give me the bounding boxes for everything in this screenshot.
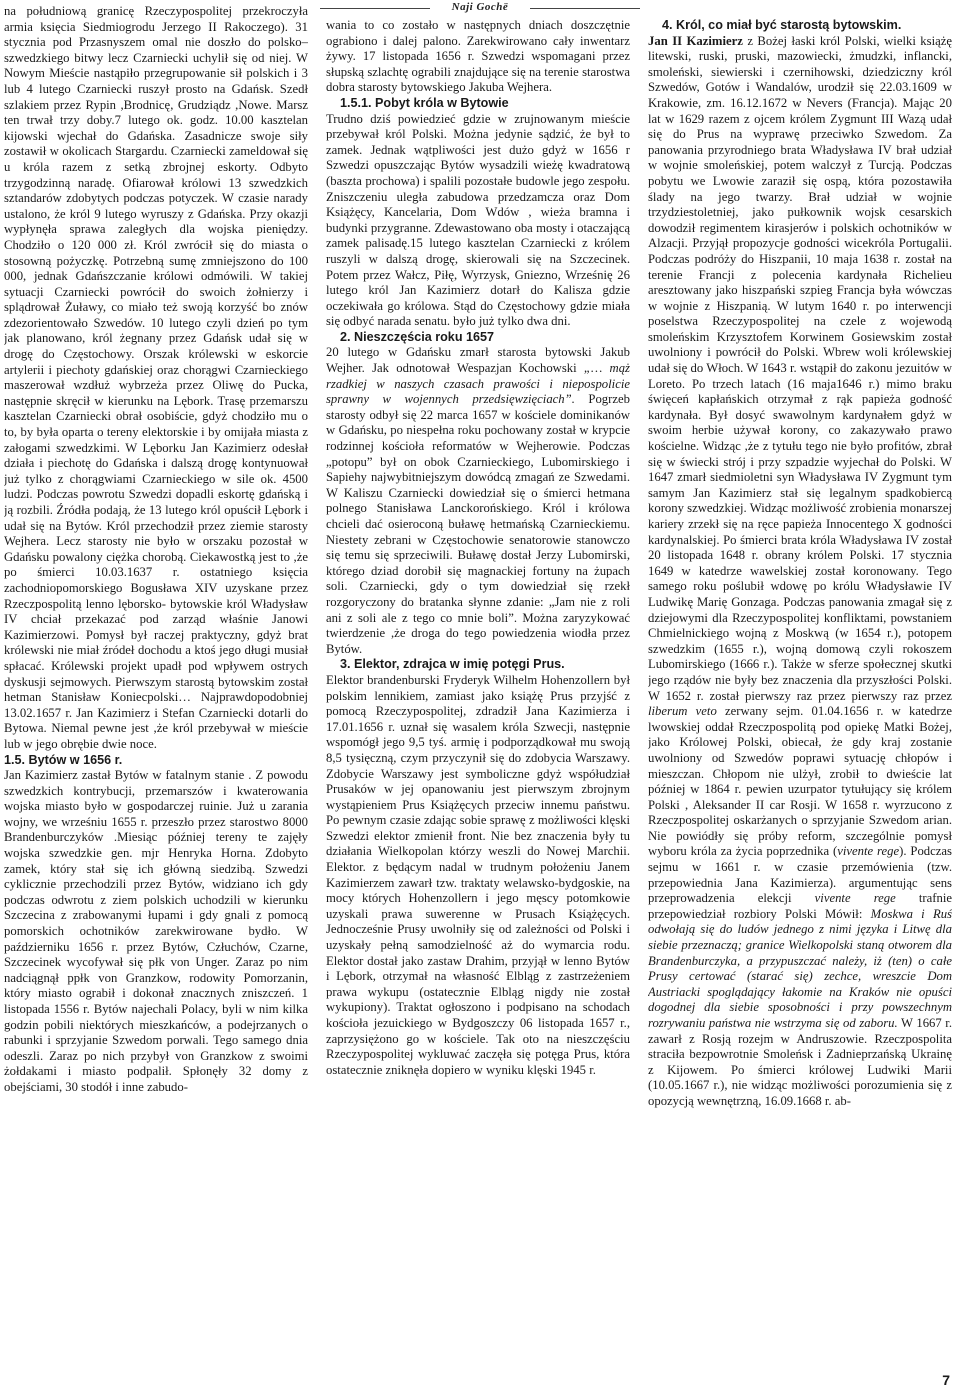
section-heading: 1.5. Bytów w 1656 r. (4, 752, 123, 767)
text-run: ). Podczas sejmu w 1661 r. w czasie przemówienia (tzw. przepowiednia Jana Kazimierza). argumentując sens przeprowadzenia elekcji (648, 844, 952, 906)
section-heading: 4. Król, co miał być starostą bytowskim. (662, 18, 902, 32)
paragraph: wania to co zostało w następnych dniach doszczętnie ograbiono i dalej palono. Zarekwirowano cały inwentarz żywy. 17 listopada 1656 r. Szwedzi wspomagani przez słupską szlachtę ograbili znajdujące się na terenie starostwa dobra starosty bytowskiego Jakuba Wejhera. (326, 18, 630, 95)
section-heading: 3. Elektor, zdrajca w imię potęgi Prus. (340, 657, 565, 672)
masthead-title: Naji Gochë (320, 1, 640, 13)
bold-name: Jan II Kazimierz (648, 33, 743, 48)
paragraph: Trudno dziś powiedzieć gdzie w zrujnowanym mieście przebywał król Polski. Można jedynie sądzić, że był to zamek. Jednak wątpliwości jest dużo gdyż w 1656 r Szwedzi opuszczając Bytów wysadzili wieżę kwadratową (baszta prochowa) i spalili pozostałe budowle jego zespołu. Zniszczeniu uległa zabudowa przedzamcza oraz Dom Książęcy, Kancelaria, Dom Wdów , wieża bramna i budynki przygranne. Zdewastowano oba mosty i otaczającą zamek palisadę.15 lutego kasztelan Czarniecki z królem ruszyli w dalszą drogę, skierowali się na Szczecinek. Potem przez Wałcz, Piłę, Wyrzysk, Gniezno, Wrześnię 26 lutego król Jan Kazimierz dotarł do Kalisza gdzie oczekiwała go królowa. Stąd do Częstochowy gdzie miała się odbyć narada senatu. było już tylko dwa dni. (326, 111, 630, 329)
text-run: Pogrzeb starosty odbył się 22 marca 1657 w kościele dominikanów w Gdańsku, po niespełna roku pochowany został w krypcie rodzinnej kościoła reformatów w Wejherowie. Podczas „potopu” był on obok Czarnieckiego, Lubomirskiego i Sapiehy najwybitniejszym dowódcą zmagań ze Szwedami. W Kaliszu Czarniecki dowiedział się o śmierci hetmana polnego Stanisława Lanckorońskiego. Król i królowa chcieli dać osieroconą buławę hetmańską Czarnieckiemu. Niestety zebrani w Częstochowie senatorowie stanowczo się temu się sprzeciwili. Buławę dostał Jerzy Lubomirski, którego dziad dorobił się magnackiej fortuny na żupach soli. Czarniecki, gdy o tym dowiedział się rzekł rozgoryczony do bratanka słynne zdanie: „Jam nie z roli ani z soli ale z tego co mnie boli”. Można zaryzykować twierdzenie ,że droga do tego powiedzenia wiodła przez Bytów. (326, 392, 630, 656)
text-run: zerwany sejm. 01.04.1656 r. w katedrze lwowskiej oddał Rzeczpospolitą pod opiekę Matki Bożej, jako Królowej Polski, obiecał, że gdy kraj zostanie uwolniony od Szwedów poprawi sytuację chłopów i mieszczan. Chłopom nie ulżył, zrobił to dwieście lat później w 1864 r. pewien uzurpator tytułujący się królem Polski , Aleksander II car Rosji. W 1658 r. wyrzucono z Rzeczpospolitej oskarżanych o sprzyjanie Szwedom arian. Nie powiódły się próby reform, szczególnie pomysł wyboru króla za życia poprzednika ( (648, 704, 952, 859)
section-heading: 1.5.1. Pobyt króla w Bytowie (340, 95, 509, 110)
quote: Moskwa i Ruś odwołają się do ludów jednego z nimi języka i Litwę dla siebie przeznaczą; granice Wielkopolski staną otworem dla Brandenburczyka, a przypuszczać należy, iż (ten) o całe Prusy certować (starać się) zechce, wreszcie Dom Austriacki spoglądający łakomie na Kraków nie opuści dogodnej dla siebie sposobności i przy powszechnym rozrywaniu państwa nie wstrzyma się od zaboru. (648, 906, 952, 1030)
text-run: z Bożej łaski król Polski, wielki książę litewski, ruski, pruski, mazowiecki, żmudzki, inflancki, smoleński, siewierski i czernihowski, dziedziczny król Szwedów, Gotów i Wandalów, urodził się 22.03.1609 w Krakowie, zm. 16.12.1672 w Nevers (Francja). Mając 20 lat w 1629 razem z ojcem królem Zygmunt III Wazą udał się do Prus na wyprawę przeciwko Szwedom. Za panowania przyrodniego brata Władysława IV brał udział w wojnie smoleńskiej, potem walczył z Turcją. Podczas pobytu we Lwowie zaraził się ospą, która pozostawiła ślady na jego twarzy. Brał udział w wojnie trzydziestoletniej, jako pułkownik wojsk cesarskich dowodził regimentem kirasjerów i polskich ochotników w Alzacji. Przyjął propozycje godności wicekróla Portugalii. Podczas podróży do Hiszpanii, 10 maja 1638 r. został na terenie Francji z polecenia kardynała Richelieu aresztowany jako hiszpański szpieg Francja była wówczas w wojnie z Hiszpanią. W lutym 1640 r. po interwencji poselstwa Rzeczypospolitej na czele z wojewodą smoleńskim Krzysztofem Korwinem Gosiewskim został uwolniony i powrócił do Polski. Wbrew woli królewskiej udał się do Włoch. W 1643 r. wstąpił do zakonu jezuitów w Loreto. Po trzech latach (16 maja1646 r.) mimo braku święceń kapłańskich otrzymał z rąk papieża godność kardynała. Był dosyć swawolnym kardynałem gdyż w swoim herbie używał korony, co zakazywało prawo kościelne. Widząc ,że z tytułu tego nie było profitów, zbrał się w świecki strój i przy szpadzie wyjechał do Polski. W 1647 zmarł siedmioletni syn Władysława IV Zygmunt tym samym Jan Kazimierz stał się legalnym spadkobiercą korony szwedzkiej. Widząc możliwość zrobienia monarszej kariery zrzekł się na ręce papieża Innocentego X godności kardynalskiej. Po śmierci brata króla Władysława IV został 20 listopada 1648 r. obrany królem Polski. 17 stycznia 1649 w katedrze wawelskiej został koronowany. Tego samego roku poślubił wdowę po królu Władysławie IV Ludwikę Marię Gonzaga. Podczas panowania zmagał się z dziejowymi dla Rzeczypospolitej konfliktami, powstaniem Chmielnickiego wojną z Moskwą (w 1654 r.), potopem szwedzkim (1655 r.), wojną domową czyli rokoszem Lubomirskiego (1666 r.). Także w sferze społecznej skutki jego rządów nie były bez znaczenia dla przyszłości Polski. W 1652 r. został pierwszy raz przez pierwszy raz przez (648, 33, 952, 703)
paragraph: Jan Kazimierz zastał Bytów w fatalnym stanie . Z powodu szwedzkich kontrybucji, przemarszów i kwaterowania wojska miasto było w gospodarczej ruinie. Już u zarania wojny, we wrześniu 1655 r. przeszło przez starostwo 8000 Brandenburczyków .Miesiąc później tereny te zajęły wojska szwedzkie gen. mjr Henryka Horna. Zdobyto zamek, który stał się ich główną siedzibą. Szwedzi cyklicznie przechodzili przez Bytów, widziano ich gdy podczas odwrotu z ziem polskich uchodzili w kierunku Szczecina z zrabowanymi łupami i gdy gnali z pomocą pomorskich ochotników zarekwirowane bydło. W październiku 1656 r. przez Bytów, Człuchów, Czarne, Szczecinek wycofywał się płk von Unger. Zaraz po nim nadciągnął ppłk von Granzkow, rodowity Pomorzanin, który miasto ograbił i dokonał znacznych zniszczeń. 1 listopada 1556 r. Bytów najechali Polacy, byli w nim kilka godzin pobili niektórych mieszkańców, a podejrzanych o rabunki i sprzyjanie Szwedom porwali. Tego samego dnia odeszli. Zaraz po nich przybył von Granzkow z swoimi żołdakami i miasto podpalił. Spłonęły 32 domy z obejściami, 30 stodół i inne zabudo- (4, 768, 308, 1094)
latin-term: vivente rege (814, 891, 896, 906)
paragraph (648, 34, 952, 1110)
paragraph: na południową granicę Rzeczypospolitej przekroczyła armia księcia Siedmiogrodu Jerzego II Rakoczego). 31 stycznia pod Przasnyszem omal nie doszło do polsko–szwedzkiego bitwy lecz Czarniecki uchylił się od niej. W Nowym Mieście nastąpiło przegrupowanie sił polskich i 3 lub 4 lutego Czarniecki ruszył prosto na Gdańsk. Szedł szlakiem przez Rypin ,Brodnicę, Grudziądz ,Nowe. Marsz ten trwał trzy doby.7 lutego ok. godz. 10.00 kasztelan kijowski wjechał do Gdańska. Zasadnicze swoje siły zostawił w okolicach Stargardu. Czarniecki zameldował się u króla razem z setką zbrojnej eskorty. Odbyto trzygodzinną naradę. Ofiarował królowi 13 szwedzkich sztandarów zdobytych podczas potyczek. W czasie narady ustalono, że król 9 lutego wyruszy z Gdańska. Przy okazji wypłynęła sprawa zaległych dla wojska pieniędzy. Chodziło o 120 000 zł. Król zwrócił się do miasta o stosowną pożyczkę. Potrzebną sumę zmniejszono do 100 000, jednak Gdańszczanie królowi odmówili. W takiej sytuacji Czarniecki powrócił do swoich żołnierzy i splądrował Żuławy, co miało też swoją korzyść bo znów zdezorientowało Szwedów. 10 lutego czyli dzień po tym jak planowano, król żegnany przez Gdańsk udał się w drogę do Częstochowy. Orszak królewski w eskorcie artylerii i piechoty gdańskiej oraz chorągwi Czarnieckiego maszerował wzdłuż wybrzeża przez Oliwę do Pucka, następnie skręcił w kierunku na Lębork. Trasę przemarszu kasztelan Czarniecki obrał osobiście, gdyż chodziło mu o to, by była oparta o tereny elektorskie i by omijała miasta z załogami szwedzkimi. W Lęborku Jan Kazimierz odesłał działa i piechotę do Gdańska i dalszą drogę kontynuował już tylko z chorągwiami Czarnieckiego w sile ok. 4500 ludzi. Podczas powrotu Szwedzi dopadli eskortę gdańską i ją rozbili. Źródła podają, że 13 lutego król opuścił Lębork i udał się na Bytów. Król przechodził przez ziemie starosty Wejhera. Lecz starosty nie było w orszaku pozostał w Gdańsku powalony ciężka chorobą. Ciekawostką jest to ,że po śmierci 10.03.1637 r. ostatniego księcia zachodniopomorskiego Bogusława XIV uzyskane przez Rzeczpospolitą lenno lęborsko- bytowskie król Władysław IV chciał przekazać pod zarząd właśnie Janowi Kazimierzowi. Pomysł był raczej praktyczny, gdyż brat królewski nie miał źródeł dochodu a ktoś jego długi musiał spłacać. Królewski projekt upadł pod wpływem ostrych dyskusji sejmowych. Pierwszym starostą bytowskim został hetman Stanisław Koniecpolski… Najprawdopodobniej 13.02.1657 r. Jan Kazimierz i Stefan Czarniecki dotarli do Bytowa. Niemal pewne jest ,że król przebywał w mieście lub w jego obrębie dwie noce. (4, 4, 308, 751)
paragraph: Elektor brandenburski Fryderyk Wilhelm Hohenzollern był polskim lennikiem, zamiast jako książę Prus przyjść z pomocą Rzeczypospolitej, zdradził Jana Kazimierza i 17.01.1656 r. uznał się wasalem króla Szwecji, następnie wspomógł jego 9,5 tyś. armię i podporządkował mu swoją 8,5 tysięczną, czym przyczynił się do zdobycia Warszawy. Zdobycie Warszawy jest symboliczne gdyż współudział Prusaków w jej opanowaniu jest pierwszym zbrojnym wystąpieniem Prus Książęcych przeciw innemu państwu. Po pewnym czasie zdając sobie sprawę z możliwości klęski Szwedzi elektor zmienił front. Nie bez znaczenia były tu działania Wielkopolan którzy weszli do Nowej Marchii. Elektor. z będącym nadal w trudnym położeniu Janem Kazimierzem zawarł tzw. traktaty welawsko-bydgoskie, na mocy których Hohenzollern i jego męscy potomkowie uzyskali prawa suwerenne w Prusach Książęcych. Jednocześnie Prusy uwolniły się od zależności od Polski i uzyskały pełną samodzielność aż do wymarcia rodu. Elektor dostał jako zastaw Drahim, przyjął w lenno Bytów i Lębork, otrzymał na własność Elbląg z zastrzeżeniem prawa wykupu (ostatecznie Elbląg nigdy nie został wykupiony). Traktat ogłoszono i podpisano na schodach kościoła jezuickiego w Bydgoszczy 06 listopada 1657 r., zaprzysiężono go w kościele. Tak oto na nieszczęściu Rzeczypospolitej wykluwać zaczęła się potęga Prus, która ostatecznie zniknęła dopiero w wyniku klęski 1945 r. (326, 672, 630, 1077)
paragraph (326, 345, 630, 657)
column-3 (648, 18, 952, 1368)
section-heading: 2. Nieszczęścia roku 1657 (340, 329, 495, 344)
text-run: 20 lutego w Gdańsku zmarł starosta bytowski Jakub Wejher. Jak odnotował Wespazjan Kochowski (326, 345, 630, 376)
latin-term: vivente rege (837, 844, 900, 859)
quote: „… mąż rzadkiej w naszych czasach prawości i niepospolicie sprawny w wojennych przedsięwzięciach”. (326, 361, 630, 407)
latin-term: liberum veto (648, 704, 717, 719)
text-run: W 1667 r. zawarł z Rosją rozejm w Andruszowie. Rzeczpospolita straciła bezpowrotnie Smoleńsk i Zadnieprzańską Ukrainę z Kijowem. Po śmierci królowej Ludwiki Marii (10.05.1667 r.), nie widząc możliwości porozumienia się z opozycją wewnętrzną, 16.09.1668 r. ab- (648, 1016, 952, 1108)
column-2 (326, 18, 630, 1368)
text-run: trafnie przepowiedział rozbiory Polski Mówił: (648, 891, 952, 921)
page-number: 7 (942, 1372, 950, 1388)
column-1 (4, 4, 308, 1354)
